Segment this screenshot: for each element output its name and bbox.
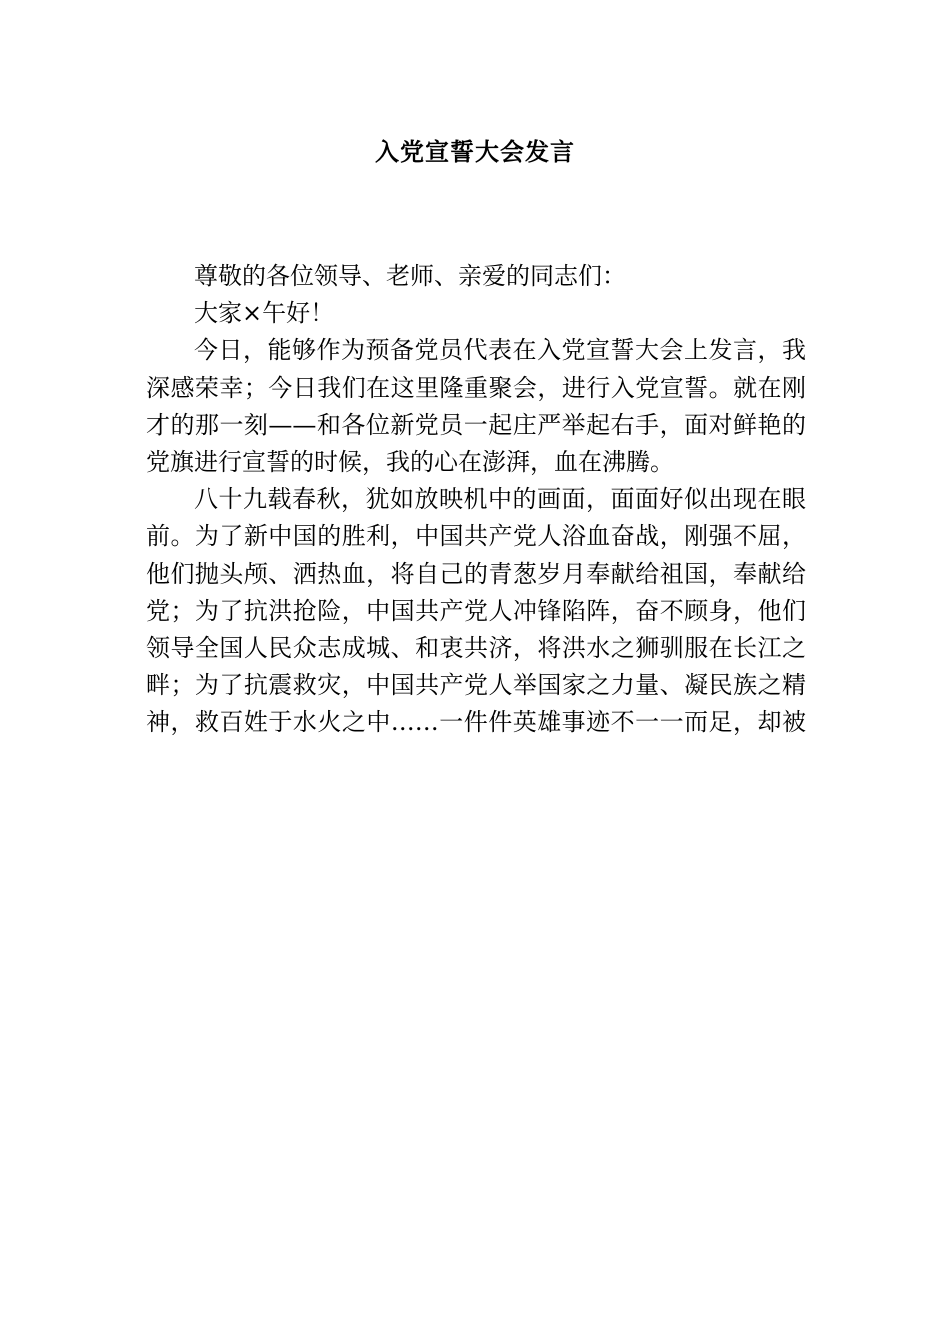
paragraph-greeting: 大家×午好！ [194, 299, 335, 328]
paragraph-history: 八十九载春秋，犹如放映机中的画面，面面好似出现在眼前。为了新中国的胜利，中国共产党人浴血奋战，刚强不屈，他们抛头颅、洒热血，将自己的青葱岁月奉献给祖国，奉献给党；为了抗洪抢险，中国共产党人冲锋陷阵，奋不顾身，他们领导全国人民众志成城、和衷共济，将洪水之狮驯服在长江之畔；为了抗震救灾，中国共产党人举国家之力量、凝民族之精神，救百姓于水火之中……一件件英雄事迹不一一而足，却被 [146, 485, 806, 737]
document-title: 入党宣誓大会发言 [375, 137, 575, 166]
paragraph-salutation: 尊敬的各位领导、老师、亲爱的同志们： [194, 262, 626, 290]
document-body [146, 258, 806, 742]
paragraph-opening: 今日，能够作为预备党员代表在入党宣誓大会上发言，我深感荣幸；今日我们在这里隆重聚会，进行入党宣誓。就在刚才的那一刻——和各位新党员一起庄严举起右手，面对鲜艳的党旗进行宣誓的时候，我的心在澎湃，血在沸腾。 [146, 336, 806, 477]
